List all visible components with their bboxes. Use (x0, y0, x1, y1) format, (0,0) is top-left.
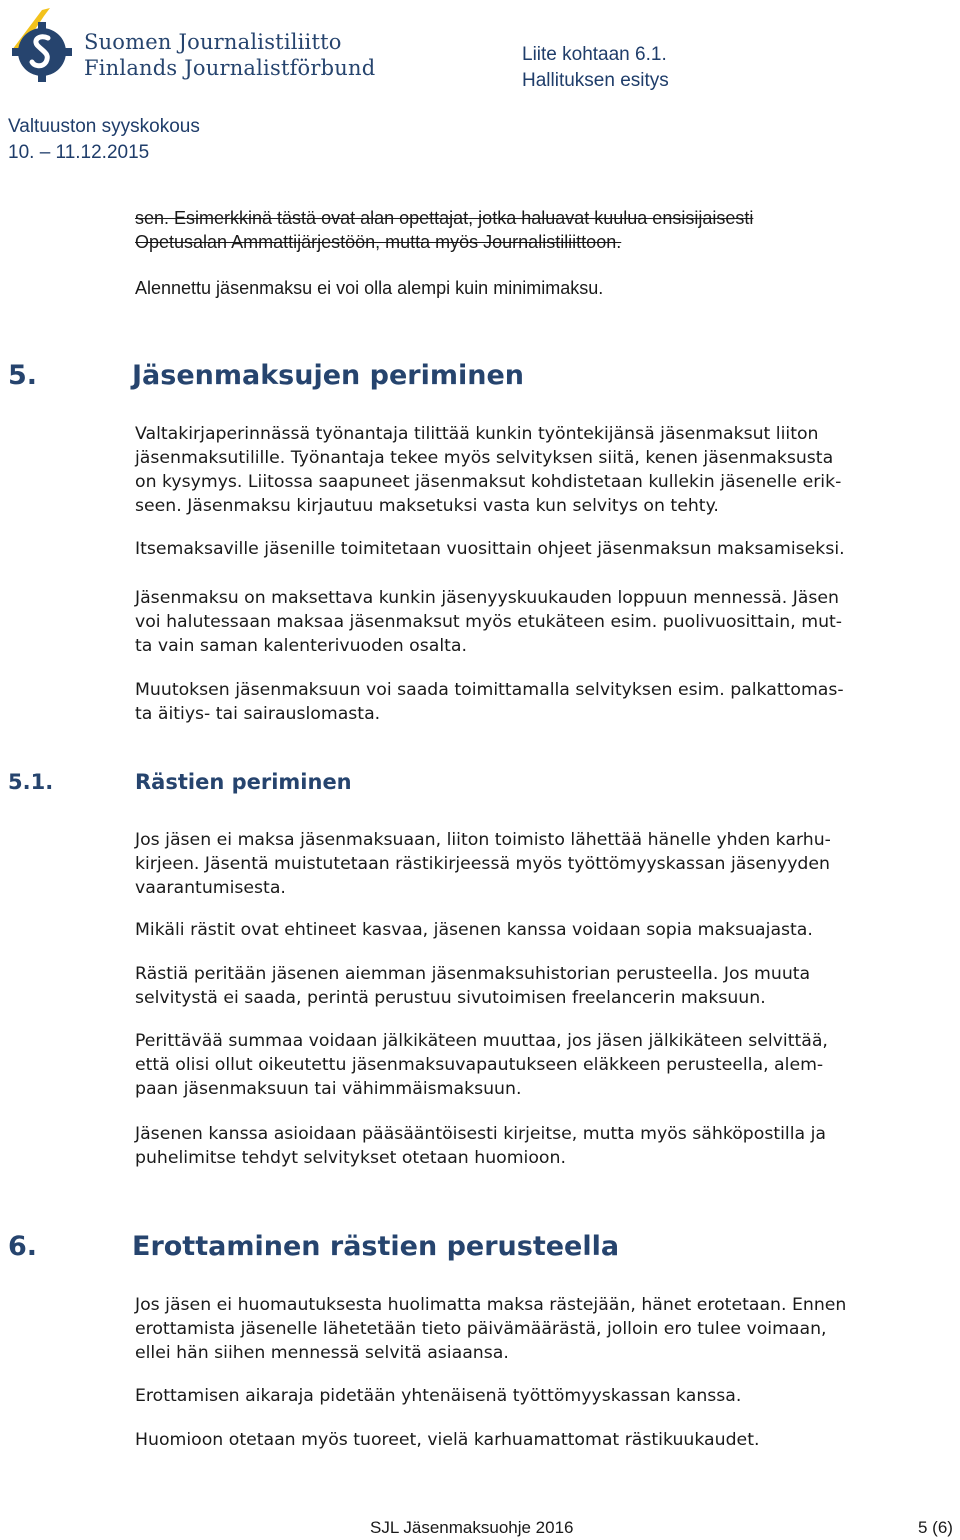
text-line: voi halutessaan maksaa jäsenmaksut myös etukäteen esim. puolivuosittain, mut- (135, 612, 843, 632)
paragraph (135, 537, 959, 561)
text-line: ta äitiys- tai sairauslomasta. (135, 704, 381, 724)
footer-page-number: 5 (6) (918, 1518, 953, 1537)
paragraph (135, 962, 959, 1010)
meeting-dates: 10. – 11.12.2015 (8, 142, 150, 163)
text-line: seen. Jäsenmaksu kirjautuu maksetuksi vasta kun selvitys on tehty. (135, 496, 719, 516)
text-line: jäsenmaksutilille. Työnantaja tekee myös selvityksen siitä, kenen jäsenmaksusta (135, 448, 834, 468)
text-line: vaarantumisesta. (135, 878, 286, 898)
org-name-fi: Suomen Journalistiliitto (84, 30, 342, 54)
text-line: paan jäsenmaksuun tai vähimmäismaksuun. (135, 1079, 522, 1099)
subsection-number: 5.1. (8, 770, 54, 794)
text-line: ellei hän siihen mennessä selvitä asiaansa. (135, 1343, 509, 1363)
text-line: Erottamisen aikaraja pidetään yhtenäisenä työttömyyskassan kanssa. (135, 1386, 742, 1406)
footer-doc-name: SJL Jäsenmaksuohje 2016 (370, 1518, 574, 1537)
section-number: 5. (8, 360, 38, 391)
paragraph (135, 1384, 959, 1408)
subsection-title: Rästien periminen (135, 770, 352, 794)
paragraph (135, 918, 959, 942)
paragraph (135, 586, 959, 658)
text-line: Opetusalan Ammattijärjestöön, mutta myös Journalistiliittoon. (135, 232, 622, 252)
paragraph (135, 1428, 959, 1452)
text-line: Perittävää summaa voidaan jälkikäteen muuttaa, jos jäsen jälkikäteen selvittää, (135, 1031, 828, 1051)
text-line: Valtakirjaperinnässä työnantaja tilittää kunkin työntekijänsä jäsenmaksut liiton (135, 424, 819, 444)
section-title: Erottaminen rästien perusteella (132, 1231, 620, 1262)
text-line: sen. Esimerkkinä tästä ovat alan opettajat, jotka haluavat kuulua ensisijaisesti (135, 208, 754, 228)
paragraph (135, 1029, 959, 1101)
text-line: Jos jäsen ei maksa jäsenmaksuaan, liiton toimisto lähettää hänelle yhden karhu- (135, 830, 831, 850)
text-line: selvitystä ei saada, perintä perustuu sivutoimisen freelancerin maksuun. (135, 988, 766, 1008)
proposal-label: Hallituksen esitys (522, 70, 669, 91)
meeting-label: Valtuuston syyskokous (8, 116, 200, 137)
text-line: ta vain saman kalenterivuoden osalta. (135, 636, 468, 656)
text-line: kirjeen. Jäsentä muistutetaan rästikirjeessä myös työttömyyskassan jäsenyyden (135, 854, 830, 874)
paragraph (135, 422, 959, 518)
paragraph (135, 678, 959, 726)
text-line: Itsemaksaville jäsenille toimitetaan vuosittain ohjeet jäsenmaksun maksamiseksi. (135, 539, 845, 559)
text-line: erottamista jäsenelle lähetetään tieto päivämäärästä, jolloin ero tulee voimaan, (135, 1319, 827, 1339)
org-name-sv: Finlands Journalistförbund (84, 56, 376, 80)
paragraph (135, 276, 959, 300)
text-line: Huomioon otetaan myös tuoreet, vielä karhuamattomat rästikuukaudet. (135, 1430, 760, 1450)
paragraph (135, 1122, 959, 1170)
text-line: on kysymys. Liitossa saapuneet jäsenmaksut kohdistetaan kullekin jäsenelle erik- (135, 472, 842, 492)
paragraph (135, 828, 959, 900)
text-line: puhelimitse tehdyt selvitykset otetaan huomioon. (135, 1148, 566, 1168)
section-number: 6. (8, 1231, 38, 1262)
header-right (522, 42, 669, 94)
text-line: Mikäli rästit ovat ehtineet kasvaa, jäsenen kanssa voidaan sopia maksuajasta. (135, 920, 813, 940)
text-line: Jos jäsen ei huomautuksesta huolimatta maksa rästejään, hänet erotetaan. Ennen (135, 1295, 847, 1315)
section-title: Jäsenmaksujen periminen (132, 360, 525, 391)
struck-paragraph (135, 206, 959, 254)
text-line: Jäsenmaksu on maksettava kunkin jäsenyyskuukauden loppuun mennessä. Jäsen (135, 588, 839, 608)
header-left (8, 114, 200, 166)
text-line: Rästiä peritään jäsenen aiemman jäsenmaksuhistorian perusteella. Jos muuta (135, 964, 811, 984)
text-line: Jäsenen kanssa asioidaan pääsääntöisesti kirjeitse, mutta myös sähköpostilla ja (135, 1124, 827, 1144)
text-line: että olisi ollut oikeutettu jäsenmaksuvapautukseen eläkkeen perusteella, alem- (135, 1055, 824, 1075)
sjl-logo-icon (4, 4, 76, 84)
text-line: Muutoksen jäsenmaksuun voi saada toimittamalla selvityksen esim. palkattomas- (135, 680, 844, 700)
paragraph (135, 1293, 959, 1365)
attachment-label: Liite kohtaan 6.1. (522, 44, 667, 65)
text-line: Alennettu jäsenmaksu ei voi olla alempi kuin minimimaksu. (135, 278, 604, 298)
